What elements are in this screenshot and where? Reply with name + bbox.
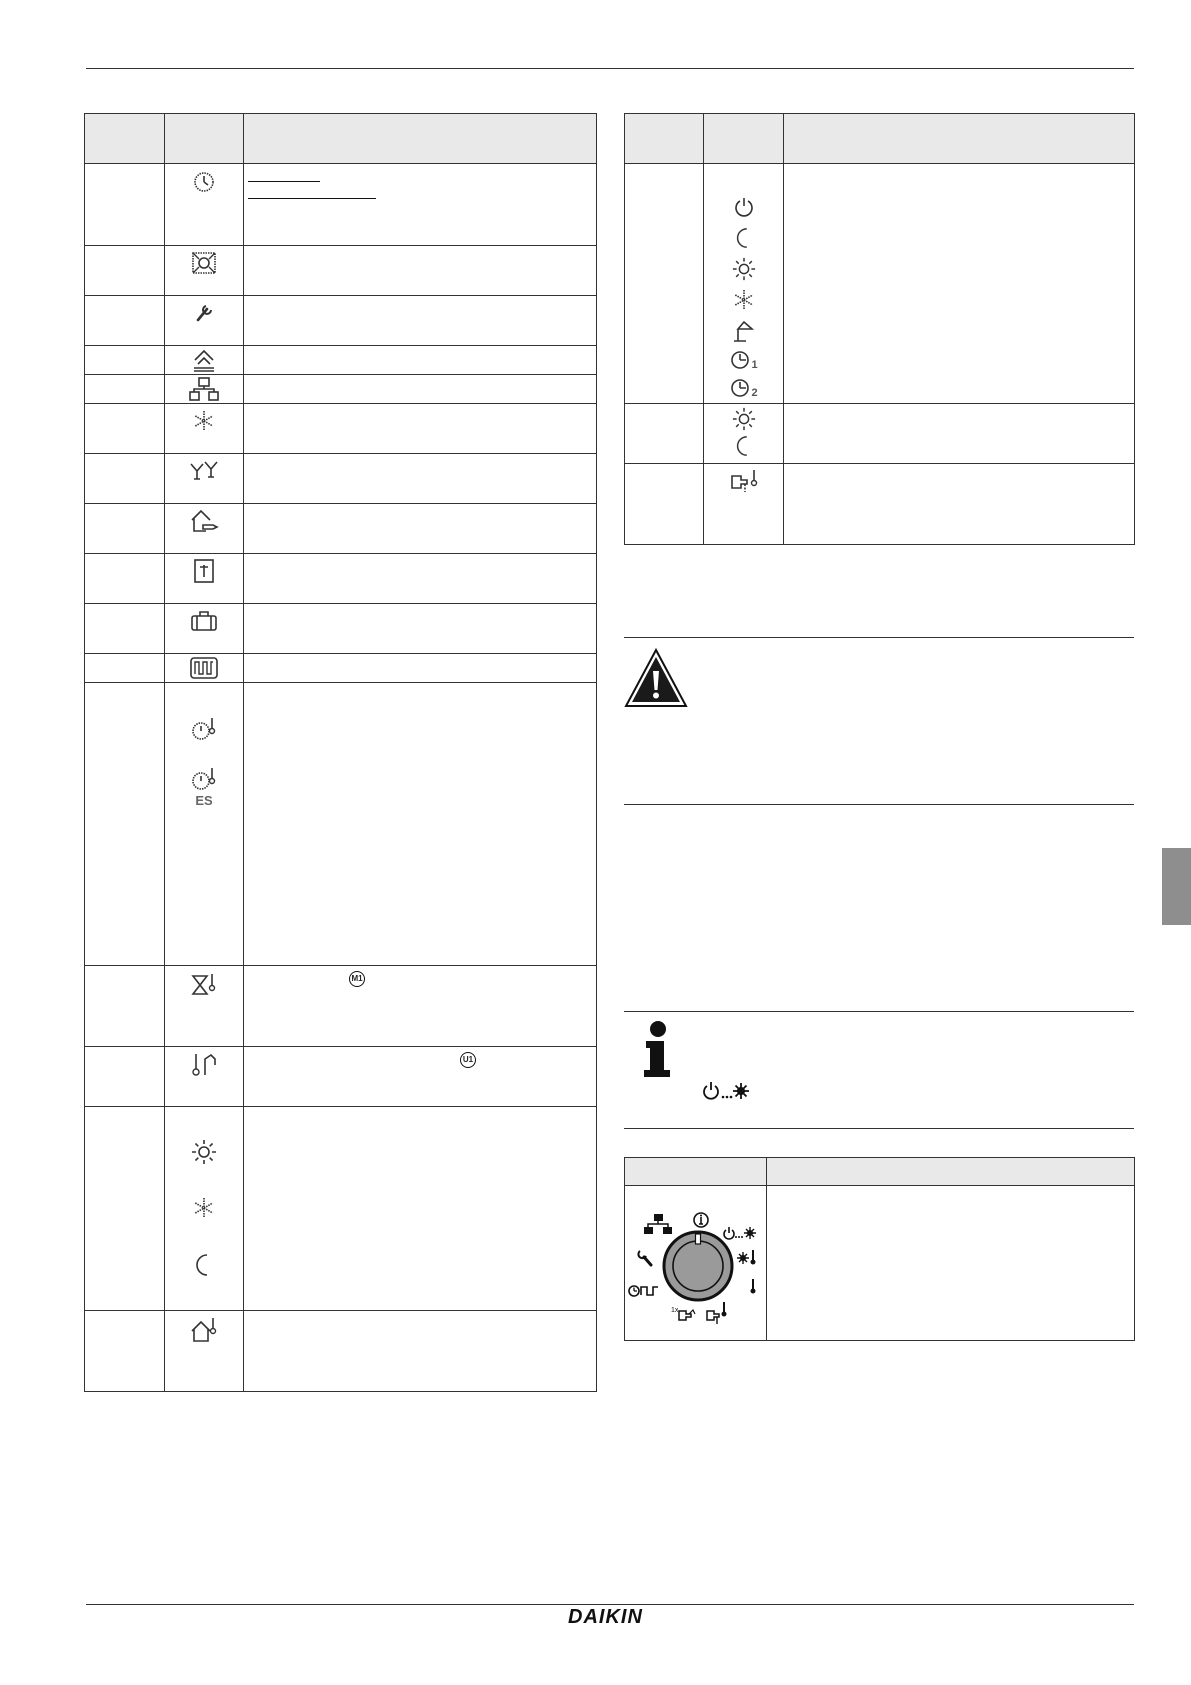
m1-badge: M1 [349,971,365,987]
sun-icon [191,1139,217,1165]
schedule-digit-1: 1 [751,359,758,371]
dial-pointer [696,1234,701,1244]
sun-icon [732,407,756,431]
defrost-icon [190,250,218,276]
info-top-rule [624,1011,1134,1012]
schedule-2-icon [729,377,751,399]
dial-wrench-icon [638,1251,651,1265]
dial-table [624,1157,1135,1341]
outdoor-thermometer-es-icon [190,765,218,793]
table-row [85,164,165,246]
footer-rule [86,1604,1134,1605]
header-cell [767,1158,1135,1186]
network-icon [189,376,219,402]
snowflake-icon [192,409,216,433]
rotary-dial[interactable] [625,1186,767,1335]
suitcase-icon [190,610,218,632]
moon-icon [733,226,755,250]
dial-sun-thermometer-icon [737,1250,756,1265]
header-cell [704,114,784,164]
right-symbol-table [624,113,1135,545]
header-cell [85,114,165,164]
schedule-1-icon [729,349,751,371]
underline-mark [248,181,320,182]
wrench-icon [192,300,216,324]
u1-badge: U1 [460,1052,476,1068]
schedule-digit-2: 2 [751,387,758,399]
es-label: ES [195,793,213,808]
info-bottom-rule [624,1128,1134,1129]
header-cell [625,1158,767,1186]
hourglass-thermometer-icon [190,972,218,998]
sun-icon [732,257,756,281]
warning-triangle-icon [623,647,689,709]
snowflake-icon [732,288,756,312]
power-icon [733,196,755,218]
moon-icon [733,434,755,458]
pump-icon [191,348,217,372]
header-cell [244,114,597,164]
info-icon [636,1020,680,1080]
header-cell [625,114,704,164]
room-thermometer-icon [191,1051,217,1079]
dial-info-icon [694,1213,708,1227]
dial-1x-label: 1x [671,1307,679,1314]
dial-tap-thermometer-icon [707,1302,727,1324]
schedule-1 [729,349,757,371]
tap-water-icon [729,468,759,496]
snowflake-icon [192,1196,216,1220]
house-thermometer-icon [190,1316,218,1344]
heater-coil-icon [189,656,219,680]
dial-schedule-icon [629,1286,658,1296]
dial-power-sun-icon [724,1227,756,1239]
header-cell [784,114,1135,164]
glasses-icon [189,459,219,483]
warning-top-rule [624,637,1134,638]
dial-1x-tap-icon [671,1307,695,1320]
away-home-icon [189,508,219,534]
dial-network-icon [644,1214,672,1234]
power-to-sun-icon [702,1080,750,1102]
brand-logo: DAIKIN [568,1606,643,1628]
underline-mark [248,198,376,199]
outdoor-thermometer-icon [190,715,218,743]
left-symbol-table [84,113,597,1392]
document-icon [193,558,215,584]
schedule-2 [729,377,757,399]
header-cell [165,114,244,164]
header-rule [86,68,1134,69]
clock-icon [192,170,216,194]
chapter-side-tab [1162,848,1191,925]
beach-umbrella-icon [732,319,756,343]
moon-icon [192,1252,216,1278]
dial-moon-thermometer-icon [740,1279,756,1294]
warning-bottom-rule [624,804,1134,805]
